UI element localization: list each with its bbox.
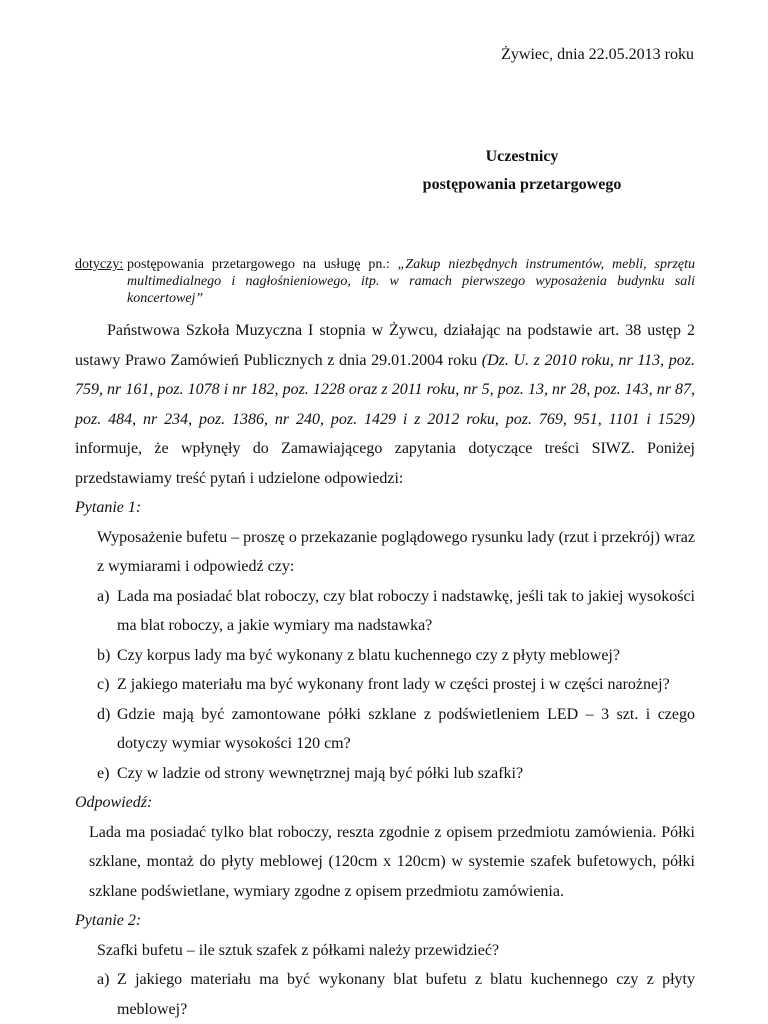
question-1-label: Pytanie 1:	[75, 499, 142, 516]
question-1-items	[75, 582, 695, 789]
answer-1-text: Lada ma posiadać tylko blat roboczy, reszta zgodnie z opisem przedmiotu zamówienia. Półki szklane, montaż do płyty meblowej (120cm x 120cm) w systemie szafek bufetowych, półki szklane podświetlane, wymiary zgodne z opisem przedmiotu zamówienia.	[89, 823, 695, 900]
item-marker: e)	[97, 764, 110, 782]
date-line: Żywiec, dnia 22.05.2013 roku	[501, 46, 694, 63]
intro-citation: (Dz. U. z 2010 roku, nr 113, poz. 759, nr 161, poz. 1078 i nr 182, poz. 1228 oraz z 2011 roku, nr 5, poz. 13, nr 28, poz. 143, nr 87, poz. 484, nr 234, poz. 1386, nr 240, poz. 1429 i z 2012 roku, poz. 769, 951, 1101 i 1529)	[75, 351, 696, 428]
subject-title: „Zakup niezbędnych instrumentów, mebli, sprzętu multimedialnego i nagłośnieniowego, itp. w ramach pierwszego wyposażenia budynku sali koncertowej”	[127, 257, 695, 306]
subject-intro: postępowania przetargowego na usługę pn.:	[127, 257, 398, 272]
question-2-label: Pytanie 2:	[75, 912, 142, 929]
question-1-lead: Wyposażenie bufetu – proszę o przekazanie poglądowego rysunku lady (rzut i przekrój) wraz z wymiarami i odpowiedź czy:	[97, 528, 695, 575]
list-item	[97, 582, 695, 641]
intro-paragraph	[75, 316, 695, 493]
item-text: Czy w ladzie od strony wewnętrznej mają być półki lub szafki?	[117, 764, 524, 782]
item-marker: c)	[97, 676, 110, 693]
item-marker: a)	[97, 587, 110, 605]
item-marker: a)	[97, 971, 110, 988]
list-item	[97, 641, 695, 671]
subject-text	[127, 256, 695, 307]
subject-label: dotyczy:	[75, 257, 124, 272]
list-item	[97, 965, 695, 1024]
list-item	[97, 670, 695, 700]
item-marker: d)	[97, 705, 111, 723]
item-marker: b)	[97, 646, 111, 664]
list-item	[97, 759, 695, 789]
answer-1-label: Odpowiedź:	[75, 794, 153, 811]
question-2-lead: Szafki bufetu – ile sztuk szafek z półkami należy przewidzieć?	[97, 941, 500, 959]
item-text: Lada ma posiadać blat roboczy, czy blat roboczy i nadstawkę, jeśli tak to jakiej wysokości ma blat roboczy, a jakie wymiary ma nadstawka?	[117, 587, 695, 634]
recipient-line-2: postępowania przetargowego	[422, 176, 622, 193]
intro-text-after: informuje, że wpłynęły do Zamawiającego zapytania dotyczące treści SIWZ. Poniżej przedstawiamy treść pytań i udzielone odpowiedzi:	[75, 440, 695, 487]
question-2-items	[75, 965, 695, 1024]
item-text: Z jakiego materiału ma być wykonany blat bufetu z blatu kuchennego czy z płyty meblowej?	[117, 971, 695, 1018]
recipient-line-1: Uczestnicy	[485, 148, 559, 165]
item-text: Z jakiego materiału ma być wykonany front lady w części prostej i w części narożnej?	[117, 676, 670, 693]
item-text: Czy korpus lady ma być wykonany z blatu kuchennego czy z płyty meblowej?	[117, 646, 620, 664]
item-text: Gdzie mają być zamontowane półki szklane z podświetleniem LED – 3 szt. i czego dotyczy wymiar wysokości 120 cm?	[117, 705, 695, 752]
subject-block	[75, 256, 695, 307]
document-body	[75, 316, 695, 1024]
list-item	[97, 700, 695, 759]
intro-text-before: Państwowa Szkoła Muzyczna I stopnia w Żywcu, działając na podstawie art. 38 ustęp 2 ustawy Prawo Zamówień Publicznych z dnia 29.01.2004 roku	[75, 322, 695, 369]
